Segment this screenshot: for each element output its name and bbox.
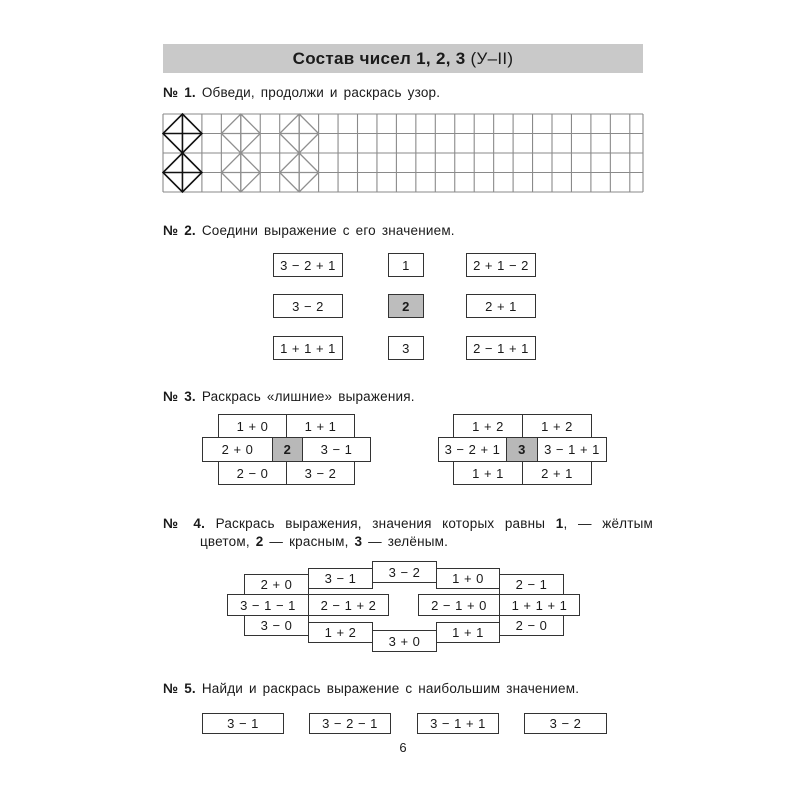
expression-box[interactable]: 1 + 1 + 1 [273, 336, 343, 360]
value-box[interactable]: 1 [388, 253, 424, 277]
expression-cell[interactable]: 3 − 2 [286, 461, 355, 485]
expression-cell[interactable]: 3 − 2 [372, 561, 437, 583]
task4-line-2 [163, 533, 653, 551]
expression-cell[interactable]: 1 + 0 [218, 414, 287, 438]
task1-number: № 1. [163, 85, 196, 100]
expression-cell[interactable]: 2 − 1 + 0 [418, 594, 500, 616]
expression-box[interactable]: 2 + 1 − 2 [466, 253, 536, 277]
expression-cell[interactable]: 1 + 1 + 1 [499, 594, 580, 616]
expression-box[interactable]: 3 − 2 [273, 294, 343, 318]
task4-text: — красным, [263, 534, 355, 549]
task5-text: Найди и раскрась выражение с наибольшим значением. [201, 681, 580, 696]
expression-cell[interactable]: 3 − 1 − 1 [227, 594, 309, 616]
expression-cell[interactable]: 1 + 2 [308, 622, 373, 643]
expression-option[interactable]: 3 − 2 [524, 713, 607, 734]
expression-box[interactable]: 2 − 1 + 1 [466, 336, 536, 360]
expression-option[interactable]: 3 − 1 [202, 713, 284, 734]
expression-cell[interactable]: 2 − 1 + 2 [308, 594, 389, 616]
expression-option[interactable]: 3 − 2 − 1 [309, 713, 391, 734]
task4-value-2: 2 [255, 534, 264, 549]
expression-cell[interactable]: 3 − 0 [244, 615, 309, 636]
expression-cell[interactable]: 1 + 1 [436, 622, 500, 643]
task3-text: Раскрась «лишние» выражения. [201, 389, 415, 404]
expression-cell[interactable]: 3 + 0 [372, 630, 437, 652]
expression-cell[interactable]: 2 + 1 [522, 461, 592, 485]
expression-cell[interactable]: 2 − 0 [218, 461, 287, 485]
expression-cell[interactable]: 1 + 0 [436, 568, 500, 589]
task4-value-3: 3 [354, 534, 363, 549]
title-subtitle: (У–II) [470, 49, 514, 68]
task4-text: , — жёлтым [563, 516, 653, 531]
expression-cell[interactable]: 2 − 0 [499, 615, 564, 636]
expression-cell[interactable]: 2 − 1 [499, 574, 564, 595]
expression-cell[interactable]: 1 + 1 [453, 461, 523, 485]
value-box-highlighted[interactable]: 2 [388, 294, 424, 318]
center-value-cell: 3 [506, 437, 538, 462]
expression-cell[interactable]: 3 − 2 + 1 [438, 437, 507, 462]
grid-lines [163, 114, 643, 192]
expression-cell[interactable]: 3 − 1 [302, 437, 371, 462]
expression-box[interactable]: 2 + 1 [466, 294, 536, 318]
task4-number: № 4. [163, 516, 206, 531]
expression-cell[interactable]: 2 + 0 [244, 574, 309, 595]
expression-cell[interactable]: 3 − 1 [308, 568, 373, 589]
task1-heading [163, 84, 440, 102]
page-number: 6 [399, 740, 407, 755]
expression-option[interactable]: 3 − 1 + 1 [417, 713, 499, 734]
expression-cell[interactable]: 1 + 2 [453, 414, 523, 438]
task4-text: — зелёным. [362, 534, 449, 549]
task2-number: № 2. [163, 223, 196, 238]
task3-number: № 3. [163, 389, 196, 404]
task4-heading [163, 515, 653, 551]
expression-cell[interactable]: 1 + 1 [286, 414, 355, 438]
task3-heading [163, 388, 415, 406]
expression-cell[interactable]: 3 − 1 + 1 [537, 437, 607, 462]
title-main: Состав чисел 1, 2, 3 [292, 49, 466, 68]
center-value-cell: 2 [272, 437, 303, 462]
task4-text: Раскрась выражения, значения которых равны [215, 516, 556, 531]
page-title [163, 44, 643, 73]
expression-cell[interactable]: 2 + 0 [202, 437, 273, 462]
expression-cell[interactable]: 1 + 2 [522, 414, 592, 438]
task2-text: Соедини выражение с его значением. [201, 223, 455, 238]
task4-text: цветом, [200, 534, 256, 549]
task5-heading [163, 680, 579, 698]
pattern-grid[interactable] [160, 110, 650, 198]
expression-box[interactable]: 3 − 2 + 1 [273, 253, 343, 277]
value-box[interactable]: 3 [388, 336, 424, 360]
task1-text: Обведи, продолжи и раскрась узор. [201, 85, 441, 100]
task4-value-1: 1 [555, 516, 564, 531]
task4-line-1 [163, 515, 653, 533]
task5-number: № 5. [163, 681, 196, 696]
task2-heading [163, 222, 455, 240]
